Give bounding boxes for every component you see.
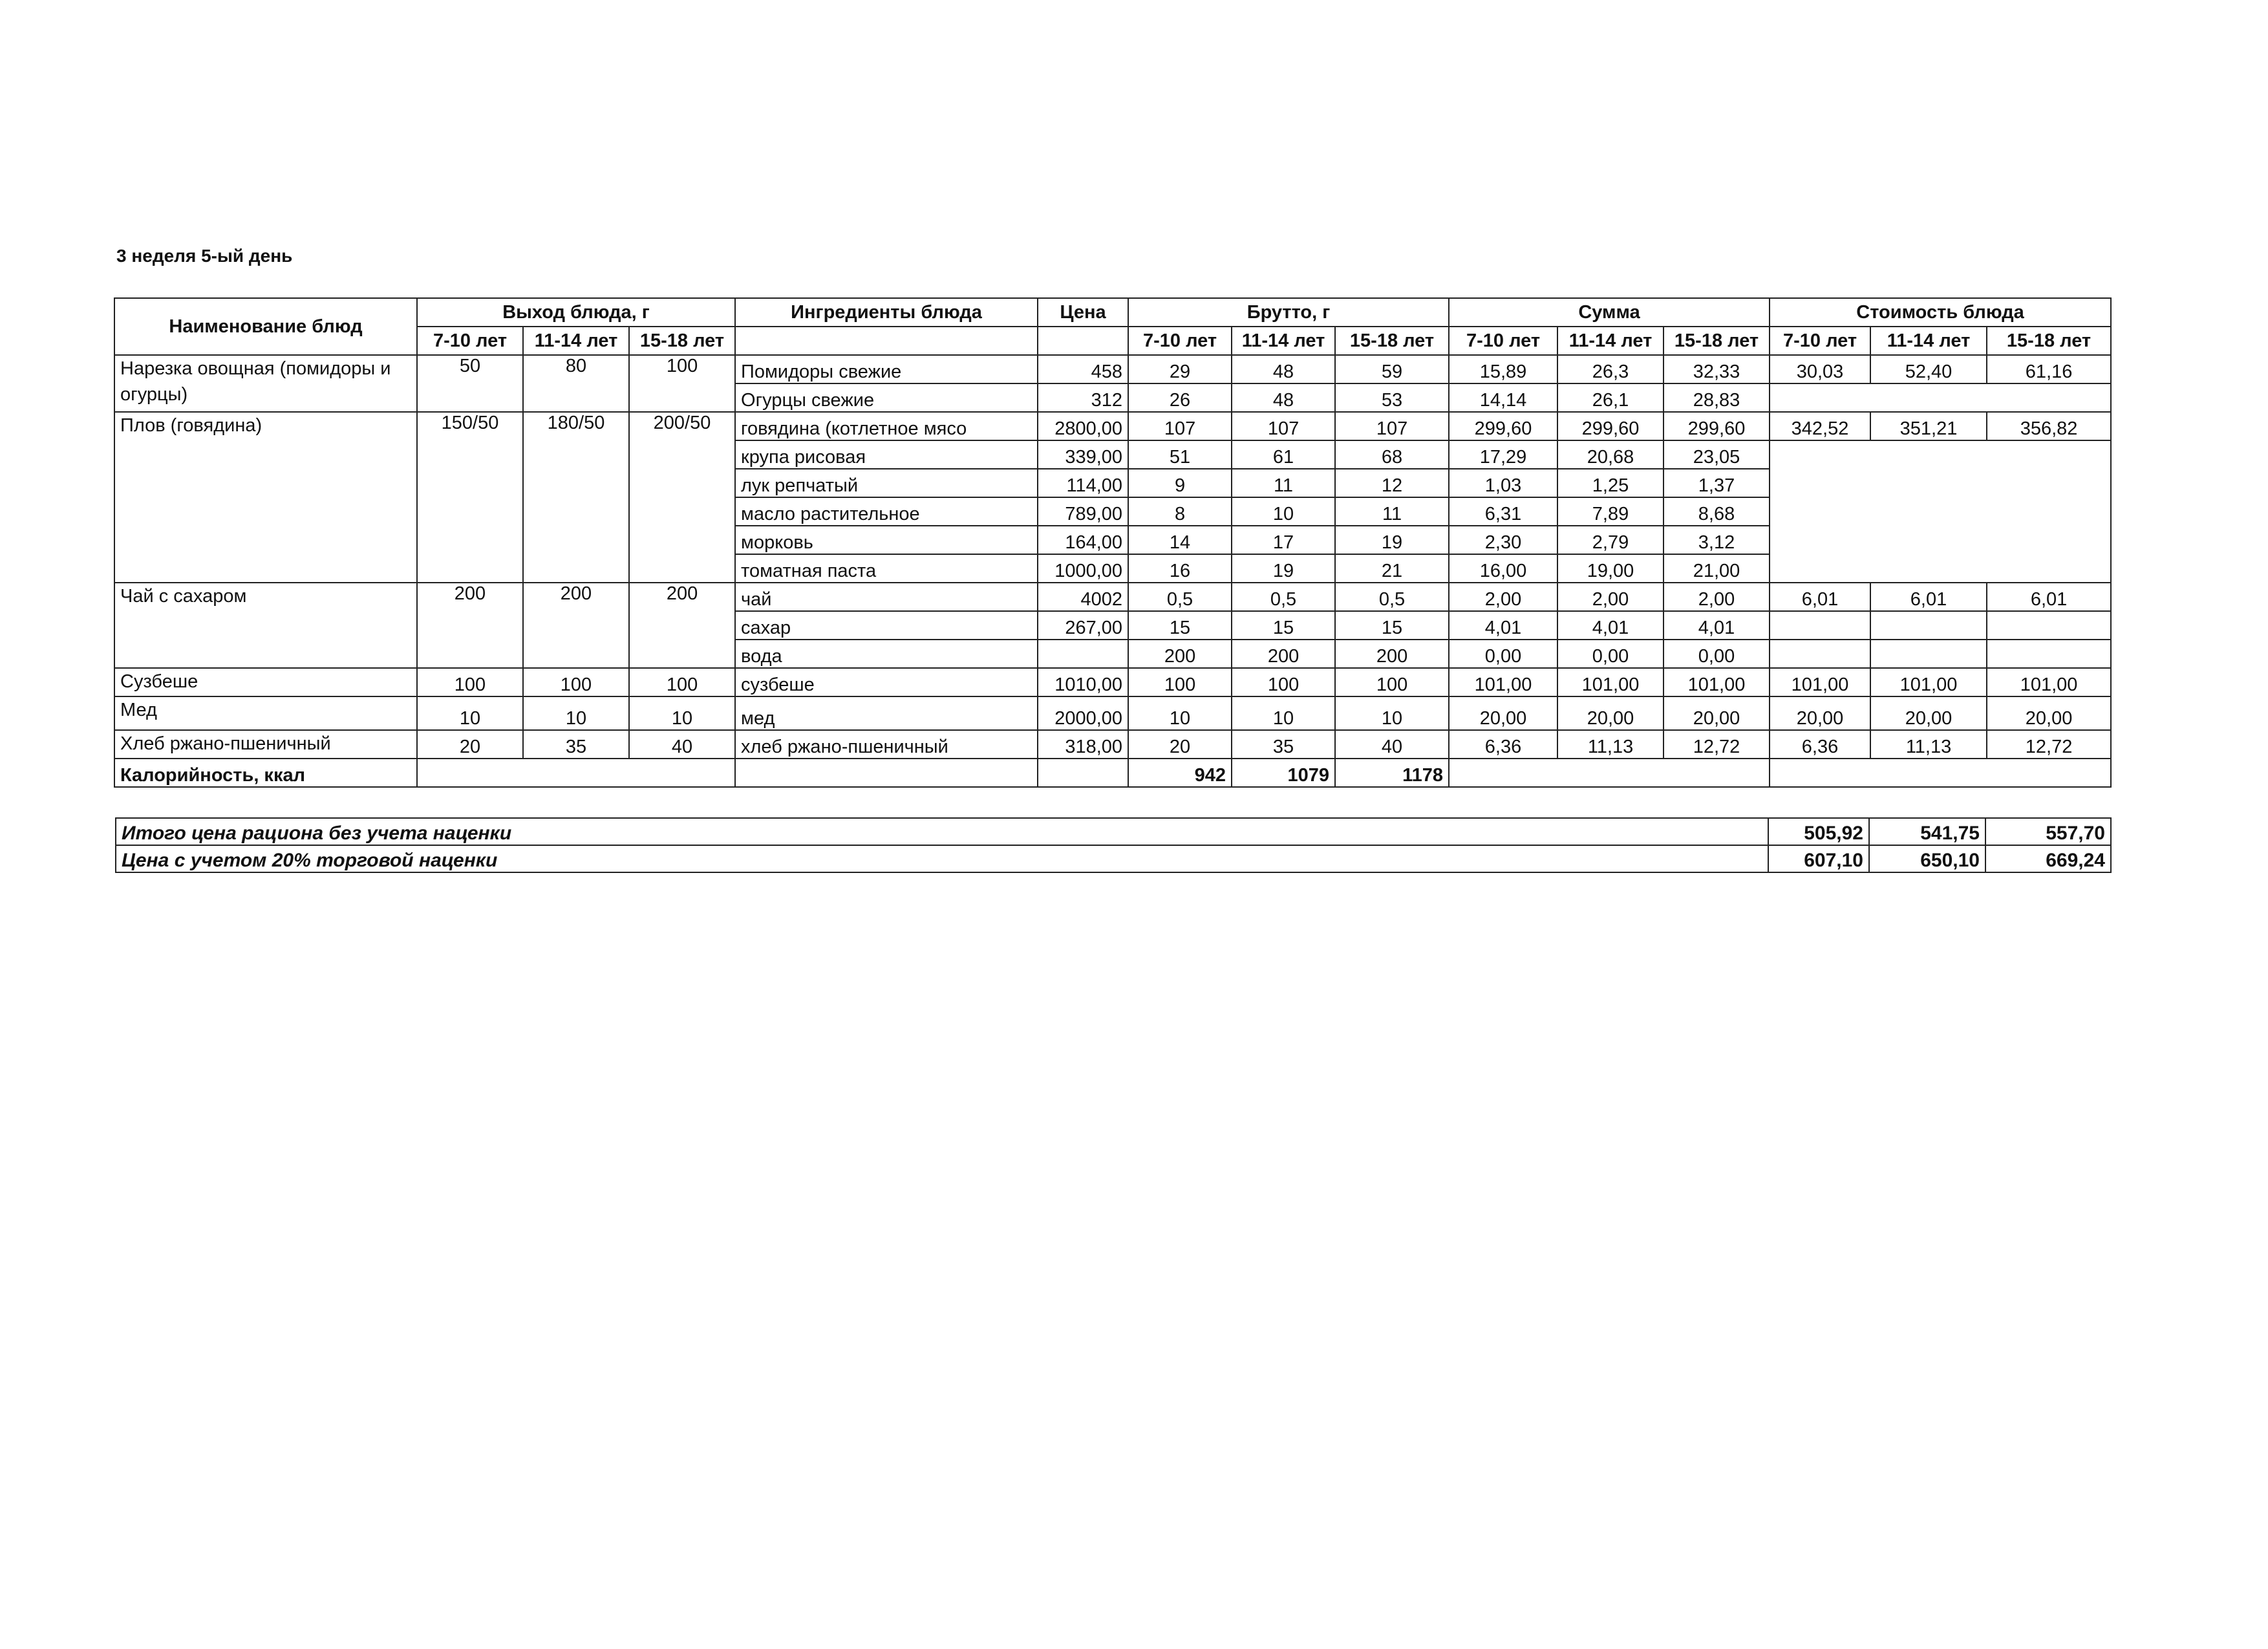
cost-11-14: 101,00 [1870,668,1987,696]
brutto-11-14: 107 [1232,412,1335,440]
cost-15-18: 20,00 [1987,696,2111,730]
header-output: Выход блюда, г [417,298,735,327]
brutto-11-14: 48 [1232,383,1335,412]
cost-empty [1987,640,2111,668]
sum-11-14: 19,00 [1557,554,1664,583]
sum-15-18: 12,72 [1664,730,1770,759]
brutto-11-14: 0,5 [1232,583,1335,611]
cost-7-10: 30,03 [1770,355,1870,383]
sum-15-18: 28,83 [1664,383,1770,412]
header-output-age-2: 11-14 лет [523,327,629,355]
brutto-11-14: 10 [1232,696,1335,730]
sum-11-14: 2,00 [1557,583,1664,611]
brutto-11-14: 10 [1232,497,1335,526]
table-row [114,696,2111,730]
output-11-14: 100 [523,668,629,696]
sum-15-18: 299,60 [1664,412,1770,440]
total-7-10: 505,92 [1768,818,1869,845]
sum-15-18: 21,00 [1664,554,1770,583]
ingredient-price: 1000,00 [1038,554,1128,583]
ingredient-price: 339,00 [1038,440,1128,469]
brutto-7-10: 8 [1128,497,1232,526]
output-15-18: 100 [629,355,735,412]
sum-11-14: 1,25 [1557,469,1664,497]
brutto-7-10: 9 [1128,469,1232,497]
cost-15-18: 101,00 [1987,668,2111,696]
sum-11-14: 2,79 [1557,526,1664,554]
ingredient-name: сахар [735,611,1038,640]
ingredient-name: Помидоры свежие [735,355,1038,383]
header-row-main [114,298,2111,327]
sum-11-14: 26,3 [1557,355,1664,383]
brutto-11-14: 17 [1232,526,1335,554]
sum-7-10: 2,30 [1449,526,1557,554]
sum-15-18: 4,01 [1664,611,1770,640]
ingredient-name: сузбеше [735,668,1038,696]
ingredient-price: 2000,00 [1038,696,1128,730]
sum-7-10: 17,29 [1449,440,1557,469]
calories-cost-empty [1770,759,2111,787]
total-15-18: 557,70 [1985,818,2111,845]
brutto-15-18: 12 [1335,469,1449,497]
sum-11-14: 20,00 [1557,696,1664,730]
ingredient-name: мед [735,696,1038,730]
sum-7-10: 6,36 [1449,730,1557,759]
sum-7-10: 101,00 [1449,668,1557,696]
cost-15-18: 12,72 [1987,730,2111,759]
total-row [116,818,2111,845]
ingredient-name: говядина (котлетное мясо [735,412,1038,440]
brutto-11-14: 61 [1232,440,1335,469]
sum-11-14: 4,01 [1557,611,1664,640]
brutto-11-14: 15 [1232,611,1335,640]
brutto-15-18: 68 [1335,440,1449,469]
cost-empty [1770,440,2111,583]
header-cost-age-3: 15-18 лет [1987,327,2111,355]
sum-7-10: 0,00 [1449,640,1557,668]
output-11-14: 180/50 [523,412,629,583]
cost-15-18: 356,82 [1987,412,2111,440]
brutto-15-18: 0,5 [1335,583,1449,611]
sum-15-18: 3,12 [1664,526,1770,554]
output-7-10: 20 [417,730,523,759]
calories-price-empty [1038,759,1128,787]
total-row [116,845,2111,872]
cost-7-10: 6,36 [1770,730,1870,759]
brutto-15-18: 53 [1335,383,1449,412]
dish-name: Мед [114,696,417,730]
brutto-11-14: 100 [1232,668,1335,696]
total-label: Цена с учетом 20% торговой наценки [116,845,1768,872]
sum-7-10: 20,00 [1449,696,1557,730]
total-11-14: 541,75 [1869,818,1985,845]
ingredient-name: масло растительное [735,497,1038,526]
brutto-11-14: 35 [1232,730,1335,759]
brutto-15-18: 19 [1335,526,1449,554]
header-cost: Стоимость блюда [1770,298,2111,327]
cost-empty [1870,640,1987,668]
brutto-11-14: 48 [1232,355,1335,383]
table-row [114,412,2111,440]
output-7-10: 50 [417,355,523,412]
cost-7-10: 20,00 [1770,696,1870,730]
cost-11-14: 20,00 [1870,696,1987,730]
header-brutto-age-3: 15-18 лет [1335,327,1449,355]
brutto-15-18: 10 [1335,696,1449,730]
sum-11-14: 101,00 [1557,668,1664,696]
sum-15-18: 20,00 [1664,696,1770,730]
brutto-15-18: 21 [1335,554,1449,583]
brutto-7-10: 15 [1128,611,1232,640]
brutto-15-18: 11 [1335,497,1449,526]
sum-11-14: 11,13 [1557,730,1664,759]
calories-output-empty [417,759,735,787]
output-15-18: 200/50 [629,412,735,583]
brutto-15-18: 107 [1335,412,1449,440]
output-7-10: 100 [417,668,523,696]
cost-empty [1770,383,2111,412]
ingredient-price: 114,00 [1038,469,1128,497]
sum-7-10: 6,31 [1449,497,1557,526]
sum-15-18: 2,00 [1664,583,1770,611]
ingredient-price: 4002 [1038,583,1128,611]
cost-11-14: 52,40 [1870,355,1987,383]
brutto-7-10: 29 [1128,355,1232,383]
header-brutto-age-1: 7-10 лет [1128,327,1232,355]
sum-7-10: 16,00 [1449,554,1557,583]
total-label: Итого цена рациона без учета наценки [116,818,1768,845]
brutto-7-10: 200 [1128,640,1232,668]
output-7-10: 200 [417,583,523,668]
dish-name: Нарезка овощная (помидоры и огурцы) [114,355,417,412]
brutto-7-10: 20 [1128,730,1232,759]
cost-7-10: 6,01 [1770,583,1870,611]
header-price: Цена [1038,298,1128,327]
ingredient-name: Огурцы свежие [735,383,1038,412]
calories-row [114,759,2111,787]
cost-empty [1870,611,1987,640]
output-15-18: 100 [629,668,735,696]
header-output-age-1: 7-10 лет [417,327,523,355]
sum-7-10: 299,60 [1449,412,1557,440]
dish-name: Чай с сахаром [114,583,417,668]
sum-11-14: 299,60 [1557,412,1664,440]
header-ingredients-blank [735,327,1038,355]
ingredient-name: вода [735,640,1038,668]
calories-sum-empty [1449,759,1770,787]
sum-7-10: 15,89 [1449,355,1557,383]
menu-table [114,297,2112,788]
brutto-7-10: 51 [1128,440,1232,469]
sum-7-10: 4,01 [1449,611,1557,640]
cost-7-10: 342,52 [1770,412,1870,440]
ingredient-price: 789,00 [1038,497,1128,526]
sum-11-14: 7,89 [1557,497,1664,526]
ingredient-name: томатная паста [735,554,1038,583]
cost-11-14: 6,01 [1870,583,1987,611]
header-cost-age-1: 7-10 лет [1770,327,1870,355]
ingredient-price: 164,00 [1038,526,1128,554]
output-15-18: 40 [629,730,735,759]
output-11-14: 10 [523,696,629,730]
sum-7-10: 2,00 [1449,583,1557,611]
sum-15-18: 0,00 [1664,640,1770,668]
brutto-15-18: 200 [1335,640,1449,668]
header-sum-age-3: 15-18 лет [1664,327,1770,355]
ingredient-price: 2800,00 [1038,412,1128,440]
brutto-7-10: 26 [1128,383,1232,412]
sum-11-14: 20,68 [1557,440,1664,469]
brutto-15-18: 100 [1335,668,1449,696]
calories-11-14: 1079 [1232,759,1335,787]
cost-empty [1770,640,1870,668]
cost-empty [1987,611,2111,640]
table-row [114,583,2111,611]
dish-name: Хлеб ржано-пшеничный [114,730,417,759]
table-row [114,355,2111,383]
ingredient-price: 458 [1038,355,1128,383]
table-row [114,668,2111,696]
ingredient-name: крупа рисовая [735,440,1038,469]
output-11-14: 200 [523,583,629,668]
brutto-11-14: 200 [1232,640,1335,668]
header-brutto-age-2: 11-14 лет [1232,327,1335,355]
ingredient-price [1038,640,1128,668]
brutto-15-18: 40 [1335,730,1449,759]
brutto-15-18: 59 [1335,355,1449,383]
header-sum-age-1: 7-10 лет [1449,327,1557,355]
sum-15-18: 1,37 [1664,469,1770,497]
header-ingredients: Ингредиенты блюда [735,298,1038,327]
header-sum: Сумма [1449,298,1770,327]
brutto-7-10: 10 [1128,696,1232,730]
brutto-15-18: 15 [1335,611,1449,640]
ingredient-price: 1010,00 [1038,668,1128,696]
page-title: 3 неделя 5-ый день [116,246,293,266]
sum-15-18: 32,33 [1664,355,1770,383]
header-price-blank [1038,327,1128,355]
ingredient-name: лук репчатый [735,469,1038,497]
header-dish-name: Наименование блюд [114,298,417,355]
output-7-10: 150/50 [417,412,523,583]
dish-name: Сузбеше [114,668,417,696]
sum-7-10: 14,14 [1449,383,1557,412]
output-11-14: 35 [523,730,629,759]
output-11-14: 80 [523,355,629,412]
ingredient-price: 318,00 [1038,730,1128,759]
sum-15-18: 101,00 [1664,668,1770,696]
ingredient-name: хлеб ржано-пшеничный [735,730,1038,759]
output-15-18: 200 [629,583,735,668]
brutto-7-10: 0,5 [1128,583,1232,611]
cost-empty [1770,611,1870,640]
header-output-age-3: 15-18 лет [629,327,735,355]
sum-11-14: 26,1 [1557,383,1664,412]
total-15-18: 669,24 [1985,845,2111,872]
ingredient-price: 312 [1038,383,1128,412]
sum-15-18: 8,68 [1664,497,1770,526]
cost-11-14: 11,13 [1870,730,1987,759]
brutto-7-10: 100 [1128,668,1232,696]
header-brutto: Брутто, г [1128,298,1449,327]
totals-table [115,817,2112,873]
calories-15-18: 1178 [1335,759,1449,787]
ingredient-name: чай [735,583,1038,611]
output-15-18: 10 [629,696,735,730]
brutto-7-10: 107 [1128,412,1232,440]
brutto-11-14: 11 [1232,469,1335,497]
brutto-7-10: 16 [1128,554,1232,583]
cost-15-18: 61,16 [1987,355,2111,383]
cost-7-10: 101,00 [1770,668,1870,696]
calories-label: Калорийность, ккал [114,759,417,787]
output-7-10: 10 [417,696,523,730]
dish-name: Плов (говядина) [114,412,417,583]
ingredient-price: 267,00 [1038,611,1128,640]
sum-11-14: 0,00 [1557,640,1664,668]
brutto-7-10: 14 [1128,526,1232,554]
ingredient-name: морковь [735,526,1038,554]
calories-7-10: 942 [1128,759,1232,787]
total-7-10: 607,10 [1768,845,1869,872]
sum-15-18: 23,05 [1664,440,1770,469]
sum-7-10: 1,03 [1449,469,1557,497]
header-cost-age-2: 11-14 лет [1870,327,1987,355]
brutto-11-14: 19 [1232,554,1335,583]
calories-ingredient-empty [735,759,1038,787]
cost-15-18: 6,01 [1987,583,2111,611]
total-11-14: 650,10 [1869,845,1985,872]
header-sum-age-2: 11-14 лет [1557,327,1664,355]
cost-11-14: 351,21 [1870,412,1987,440]
table-row [114,730,2111,759]
